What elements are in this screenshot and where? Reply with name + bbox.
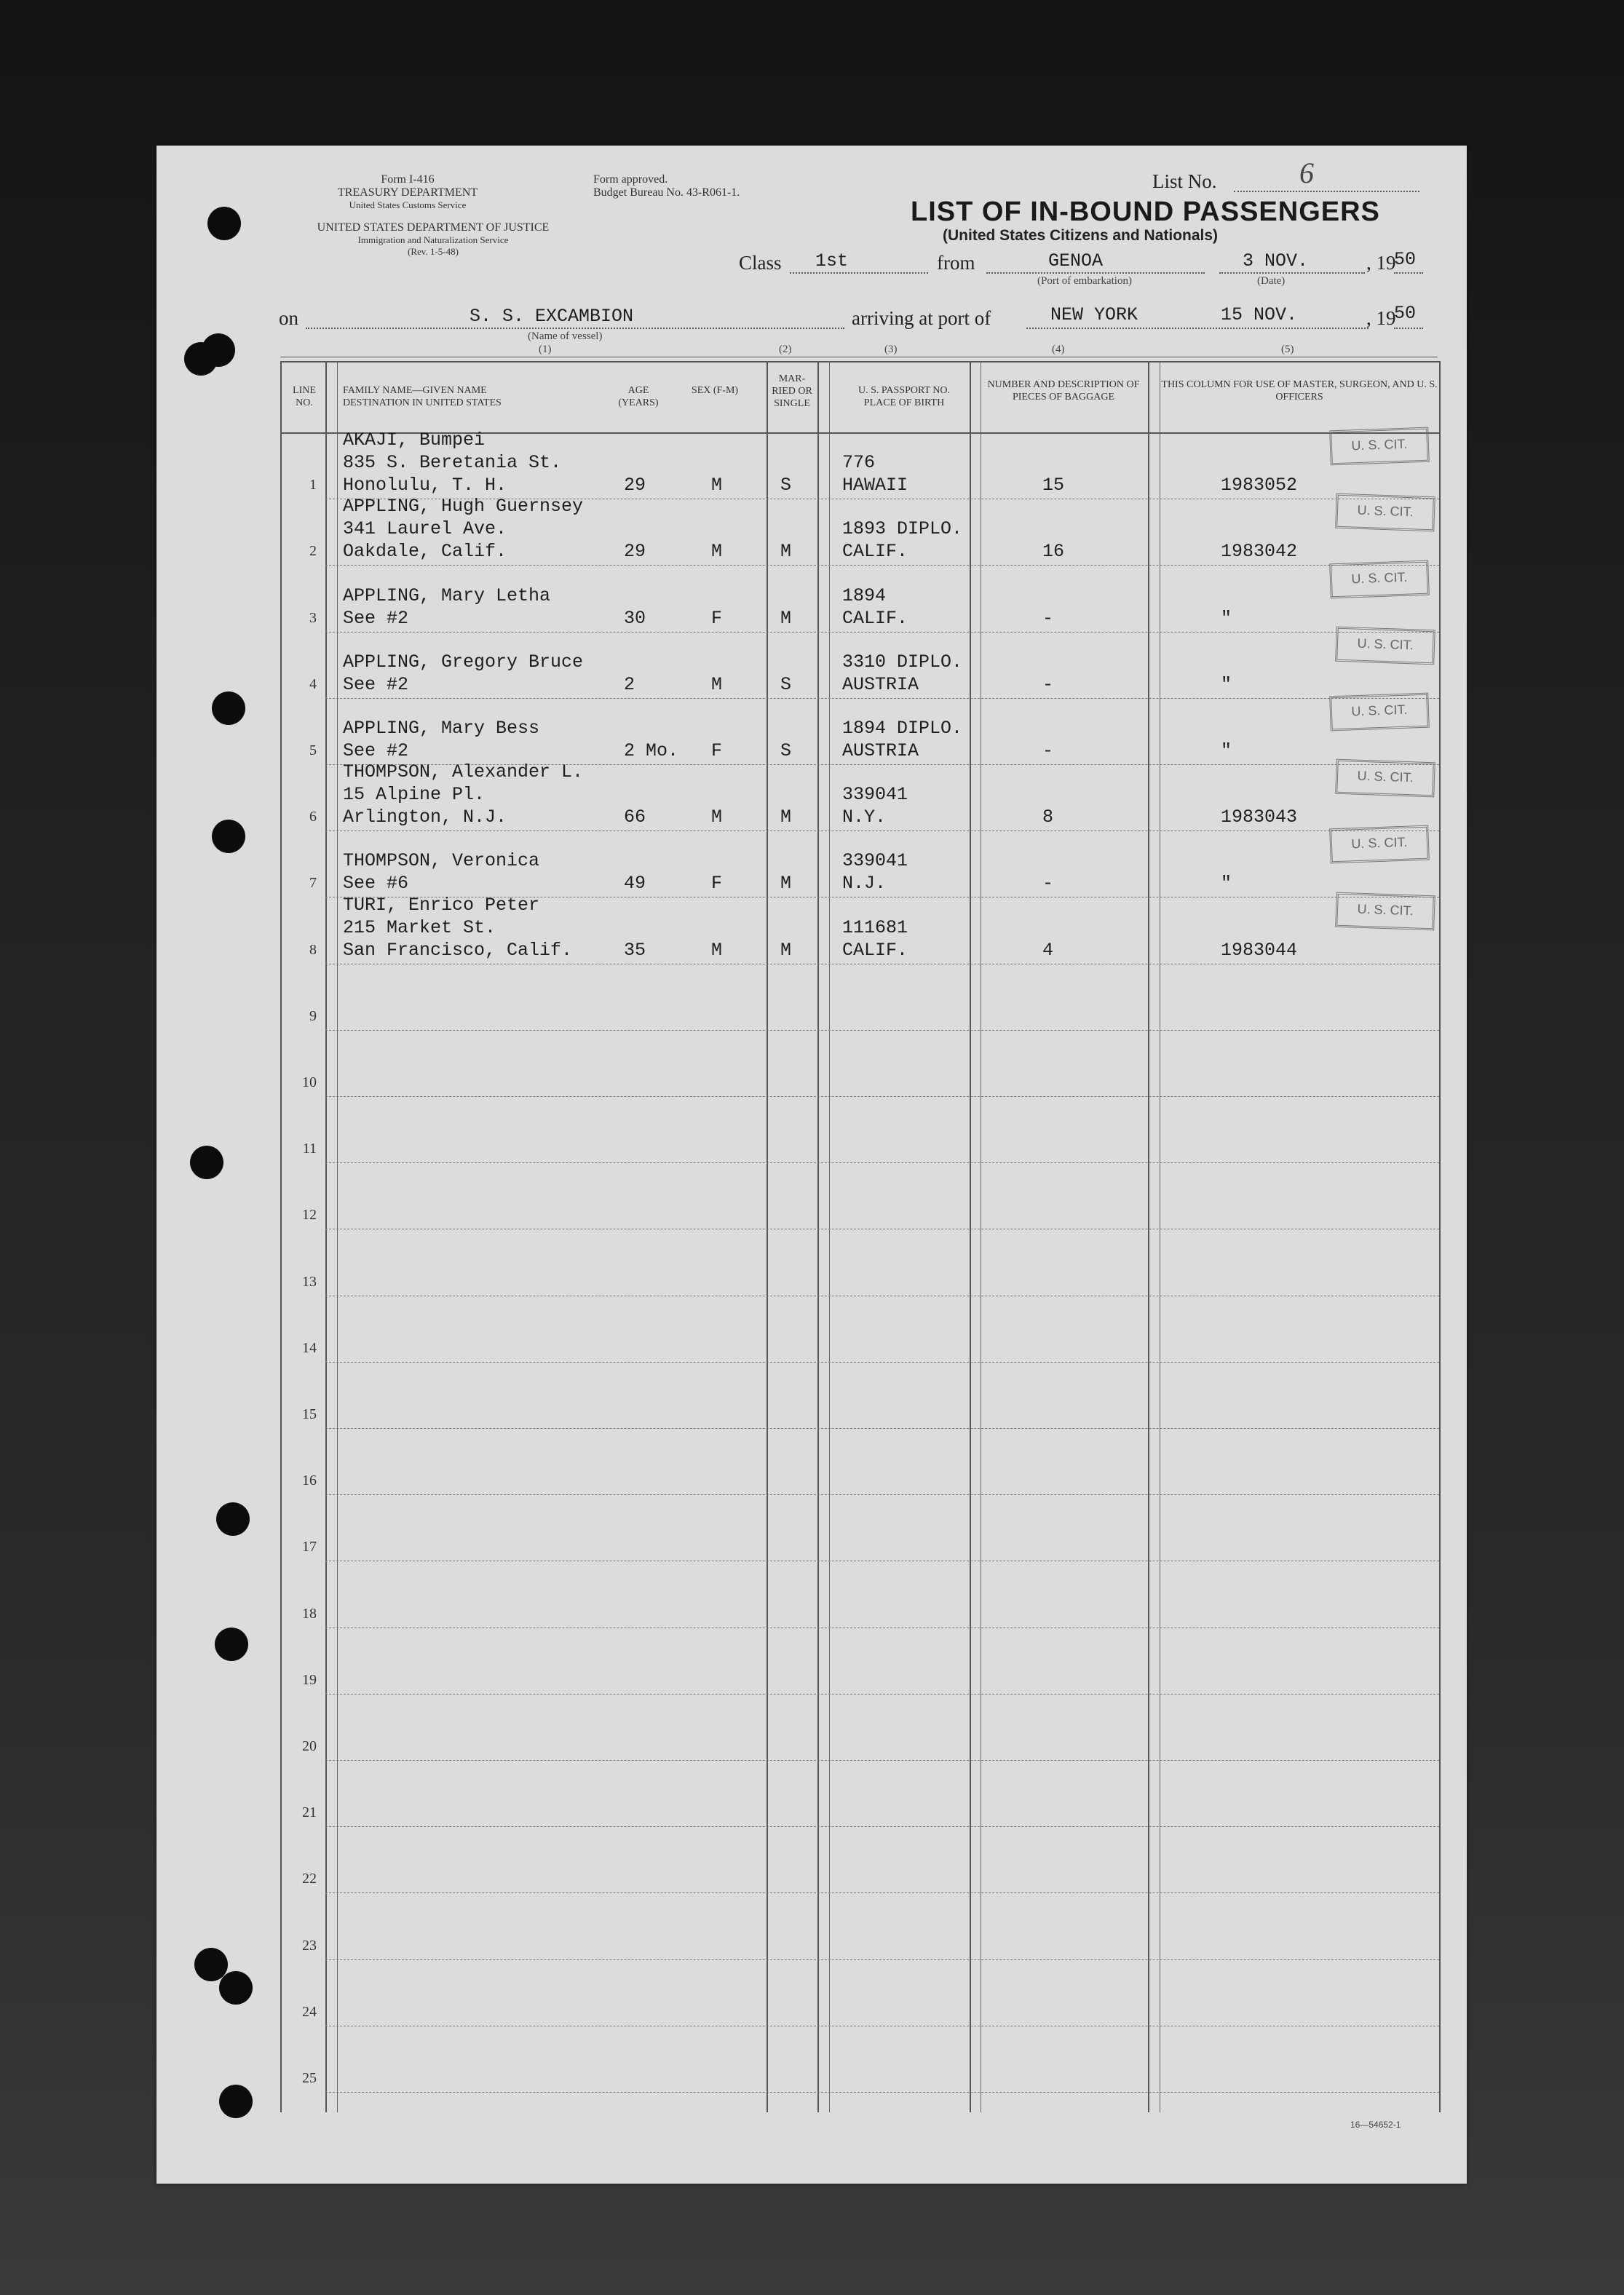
baggage-count: 15 [1042, 475, 1065, 496]
naturalization-service: Immigration and Naturalization Service [357, 234, 509, 245]
print-code: 16—54652-1 [1350, 2120, 1401, 2130]
passenger-name: TURI, Enrico Peter [343, 894, 540, 916]
passport-number: 1894 DIPLO. [842, 718, 963, 739]
line-number: 10 [302, 1074, 317, 1090]
passenger-destination: See #2 [343, 673, 409, 695]
col-divider [325, 362, 327, 2112]
passenger-address: 835 S. Beretania St. [343, 452, 562, 474]
year2-prefix: , 19 [1366, 307, 1396, 329]
place-of-birth: CALIF. [842, 939, 908, 961]
class-line [790, 272, 928, 274]
citizen-stamp: U. S. CIT. [1335, 759, 1435, 798]
row-rule [325, 1428, 1439, 1429]
arrival-port: NEW YORK [1050, 304, 1138, 325]
passenger-destination: See #2 [343, 607, 409, 629]
vessel-line [306, 328, 844, 329]
from-line [986, 272, 1205, 274]
passenger-address: APPLING, Mary Bess [343, 718, 540, 739]
line-number: 21 [302, 1804, 317, 1821]
revision: (Rev. 1-5-48) [408, 246, 459, 257]
passenger-destination: See #6 [343, 873, 409, 895]
port-of-embarkation: GENOA [1048, 250, 1104, 271]
passenger-age: 35 [624, 939, 646, 961]
customs-service: United States Customs Service [349, 199, 467, 210]
document-page [157, 146, 1467, 2184]
list-no-value: 6 [1299, 156, 1314, 189]
passenger-address: 341 Laurel Ave. [343, 518, 507, 540]
row-rule [325, 1096, 1439, 1097]
officer-number: " [1221, 740, 1232, 761]
header-line-no: LINE NO. [293, 385, 316, 408]
line-number: 25 [302, 2070, 317, 2086]
passenger-sex: F [711, 873, 723, 895]
place-of-birth: CALIF. [842, 541, 908, 563]
passenger-sex: M [711, 806, 723, 828]
line-number: 11 [302, 1141, 317, 1157]
officer-number: 1983044 [1221, 939, 1298, 961]
passenger-marital-status: M [780, 939, 792, 961]
place-of-birth: AUSTRIA [842, 673, 919, 695]
passenger-address: APPLING, Gregory Bruce [343, 651, 584, 673]
row-rule [325, 1826, 1439, 1827]
passenger-age: 30 [624, 607, 646, 629]
passport-number: 111681 [842, 916, 908, 938]
form-number: Form I-416 [381, 173, 435, 186]
passport-number: 339041 [842, 784, 908, 806]
row-rule [325, 1694, 1439, 1695]
arrival-date: 15 NOV. [1221, 304, 1298, 325]
officer-number: " [1221, 873, 1232, 895]
vessel-name: S. S. EXCAMBION [470, 306, 634, 327]
header-married: MAR-RIED OR SINGLE [772, 373, 812, 409]
baggage-count: 8 [1042, 806, 1054, 828]
officer-number: 1983043 [1221, 806, 1298, 828]
line-number: 6 [309, 809, 317, 825]
form-subtitle: (United States Citizens and Nationals) [943, 227, 1219, 244]
place-of-birth: N.Y. [842, 806, 887, 828]
date1-line [1219, 272, 1365, 274]
passenger-sex: M [711, 541, 723, 563]
passport-number: 3310 DIPLO. [842, 651, 963, 673]
row-rule [325, 698, 1439, 699]
column-5-number: (5) [1281, 344, 1294, 355]
place-of-birth: AUSTRIA [842, 740, 919, 761]
col-divider [337, 362, 338, 2112]
column-2-number: (2) [779, 344, 792, 355]
year1-line [1394, 272, 1423, 274]
row-rule [325, 1892, 1439, 1893]
line-number: 19 [302, 1671, 317, 1688]
citizen-stamp: U. S. CIT. [1335, 626, 1435, 665]
place-of-birth: CALIF. [842, 607, 908, 629]
row-rule [325, 632, 1439, 633]
budget-bureau: Budget Bureau No. 43-R061-1. [593, 186, 740, 199]
citizen-stamp: U. S. CIT. [1335, 494, 1435, 532]
header-sex: SEX (F-M) [691, 385, 739, 396]
class-label: Class [739, 252, 782, 274]
baggage-count: - [1042, 740, 1054, 761]
place-of-birth: N.J. [842, 873, 887, 895]
baggage-count: 16 [1042, 541, 1065, 563]
passenger-address: APPLING, Mary Letha [343, 584, 551, 606]
binder-hole [212, 820, 245, 853]
arrival-port-line [1026, 328, 1368, 329]
passenger-sex: M [711, 939, 723, 961]
binder-hole [212, 691, 245, 725]
passenger-age: 49 [624, 873, 646, 895]
row-rule [325, 1030, 1439, 1031]
col-divider [829, 362, 830, 2112]
citizen-stamp: U. S. CIT. [1329, 560, 1430, 598]
passenger-sex: M [711, 475, 723, 496]
col-divider [817, 362, 819, 2112]
row-rule [325, 1959, 1439, 1960]
passenger-age: 29 [624, 541, 646, 563]
baggage-count: - [1042, 673, 1054, 695]
officer-number: 1983052 [1221, 475, 1298, 496]
line-number: 15 [302, 1406, 317, 1422]
row-rule [325, 2092, 1439, 2093]
line-number: 23 [302, 1937, 317, 1954]
line-number: 2 [309, 543, 317, 560]
header-passport: U. S. PASSPORT NO. PLACE OF BIRTH [858, 385, 950, 408]
passenger-sex: M [711, 673, 723, 695]
year2: 50 [1394, 303, 1417, 324]
passenger-age: 66 [624, 806, 646, 828]
passenger-destination: See #2 [343, 740, 409, 761]
col-divider [767, 362, 768, 2112]
form-title: LIST OF IN-BOUND PASSENGERS [911, 197, 1380, 227]
baggage-count: - [1042, 873, 1054, 895]
line-number: 4 [309, 675, 317, 692]
place-of-birth: HAWAII [842, 475, 908, 496]
passenger-marital-status: S [780, 475, 792, 496]
row-rule [325, 1760, 1439, 1761]
column-3-number: (3) [884, 344, 898, 355]
officer-number: " [1221, 607, 1232, 629]
line-number: 5 [309, 742, 317, 758]
binder-hole [202, 333, 235, 367]
passenger-name: AKAJI, Bumpei [343, 429, 486, 451]
passenger-destination: Honolulu, T. H. [343, 475, 507, 496]
officer-number: " [1221, 673, 1232, 695]
row-rule [325, 565, 1439, 566]
class-value: 1st [815, 250, 849, 271]
line-number: 24 [302, 2003, 317, 2020]
port-caption: (Port of embarkation) [1037, 275, 1132, 287]
header-name: FAMILY NAME—GIVEN NAME DESTINATION IN UNITED STATES [343, 385, 502, 408]
row-rule [325, 1362, 1439, 1363]
column-4-number: (4) [1052, 344, 1065, 355]
line-number: 22 [302, 1871, 317, 1887]
year2-line [1394, 328, 1423, 329]
line-number: 9 [309, 1007, 317, 1024]
passport-number: 776 [842, 452, 876, 474]
passenger-age: 29 [624, 475, 646, 496]
from-label: from [937, 252, 975, 274]
line-number: 8 [309, 941, 317, 958]
row-rule [325, 1162, 1439, 1163]
passenger-sex: F [711, 740, 723, 761]
binder-hole [219, 2085, 253, 2118]
line-number: 20 [302, 1738, 317, 1754]
baggage-count: 4 [1042, 939, 1054, 961]
passenger-address: 215 Market St. [343, 916, 496, 938]
passenger-destination: Arlington, N.J. [343, 806, 507, 828]
baggage-count: - [1042, 607, 1054, 629]
officer-number: 1983042 [1221, 541, 1298, 563]
treasury-department: TREASURY DEPARTMENT [337, 186, 478, 199]
column-1-number: (1) [539, 344, 552, 355]
passenger-marital-status: M [780, 607, 792, 629]
passenger-name: THOMPSON, Alexander L. [343, 761, 584, 783]
citizen-stamp: U. S. CIT. [1329, 825, 1430, 864]
passport-number: 339041 [842, 850, 908, 872]
list-no-label: List No. [1152, 170, 1217, 192]
row-rule [325, 1494, 1439, 1495]
passenger-age: 2 Mo. [624, 740, 679, 761]
line-number: 3 [309, 609, 317, 626]
passport-number: 1894 [842, 584, 887, 606]
line-number: 12 [302, 1207, 317, 1224]
year1: 50 [1394, 249, 1417, 270]
passenger-destination: San Francisco, Calif. [343, 939, 573, 961]
line-number: 1 [309, 477, 317, 494]
passenger-address: 15 Alpine Pl. [343, 784, 486, 806]
line-number: 13 [302, 1273, 317, 1290]
passenger-address: THOMPSON, Veronica [343, 850, 540, 872]
binder-hole [216, 1502, 250, 1536]
header-officers: THIS COLUMN FOR USE OF MASTER, SURGEON, AND U. S. OFFICERS [1161, 379, 1438, 403]
citizen-stamp: U. S. CIT. [1329, 427, 1430, 466]
year1-prefix: , 19 [1366, 252, 1396, 274]
col-divider [970, 362, 971, 2112]
line-number: 17 [302, 1539, 317, 1555]
col-divider [1148, 362, 1149, 2112]
passenger-marital-status: S [780, 673, 792, 695]
arriving-label: arriving at port of [852, 307, 991, 329]
passenger-destination: Oakdale, Calif. [343, 541, 507, 563]
binder-hole [219, 1971, 253, 2005]
vessel-caption: (Name of vessel) [528, 330, 603, 342]
binder-hole [207, 207, 241, 240]
passenger-marital-status: S [780, 740, 792, 761]
passenger-marital-status: M [780, 806, 792, 828]
passenger-marital-status: M [780, 873, 792, 895]
line-number: 18 [302, 1605, 317, 1622]
line-number: 7 [309, 875, 317, 892]
on-label: on [279, 307, 298, 329]
binder-hole [215, 1628, 248, 1661]
passenger-sex: F [711, 607, 723, 629]
citizen-stamp: U. S. CIT. [1335, 892, 1435, 930]
header-age: AGE (YEARS) [618, 385, 659, 408]
passenger-name: APPLING, Hugh Guernsey [343, 496, 584, 518]
citizen-stamp: U. S. CIT. [1329, 693, 1430, 732]
form-approved: Form approved. [593, 173, 668, 186]
line-number: 14 [302, 1339, 317, 1356]
binder-hole [190, 1146, 223, 1179]
header-baggage: NUMBER AND DESCRIPTION OF PIECES OF BAGGAGE [987, 379, 1140, 403]
justice-department: UNITED STATES DEPARTMENT OF JUSTICE [317, 221, 550, 234]
departure-date: 3 NOV. [1243, 250, 1309, 271]
line-number: 16 [302, 1472, 317, 1489]
passenger-marital-status: M [780, 541, 792, 563]
list-no-line [1234, 191, 1419, 192]
passenger-table [280, 361, 1441, 2112]
passenger-age: 2 [624, 673, 635, 695]
passport-number: 1893 DIPLO. [842, 518, 963, 540]
date-caption: (Date) [1257, 275, 1286, 287]
